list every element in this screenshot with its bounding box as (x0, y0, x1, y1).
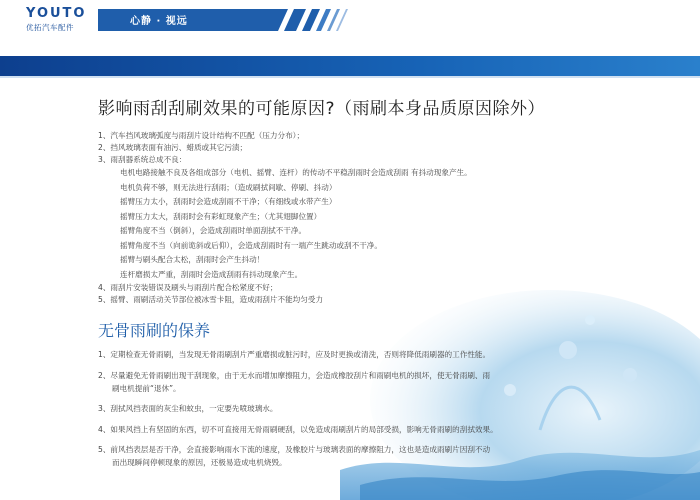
list-item-text: 5、前风挡表层是否干净，会直接影响雨水下流的速度，及橡胶片与玻璃表面的摩擦阻力，这也是造成雨刷片因刮不动 (98, 445, 491, 454)
list-item: 4、雨刮片安装错误及刷头与雨刮片配合松紧度不好； (98, 283, 278, 292)
sub-list-item: 电机电路接触不良及各组成部分（电机、摇臂、连杆）的传动不平稳刮雨时会造成刮雨 有抖动现象产生。 (120, 168, 472, 177)
brand-name: YOUTO (26, 6, 87, 21)
brand-subname: 优拓汽车配件 (26, 23, 74, 32)
list-item: 5、摇臂、雨刷活动关节部位被冰雪卡阻，造成雨刮片不能均匀受力 (98, 295, 324, 304)
list-item-text: 2、尽量避免无骨雨刷出现干刮现象，由于无水而增加摩擦阻力，会造成橡胶刮片和雨刷电机的损坏，使无骨雨刷、雨 (98, 370, 491, 380)
sub-list-item: 摇臂角度不当（倒斜），会造成刮雨时单面刮拭不干净。 (120, 226, 307, 235)
list-item-continuation: 而出现瞬间停顿现象的原因，还极易造成电机烧毁。 (112, 458, 287, 467)
sub-list-item: 电机负荷不够，则无法进行刮雨；（造成刷拭间歇、停刷、抖动） (120, 182, 337, 192)
list-item-text: 4、如果风挡上有坚固的东西，切不可直接用无骨雨刷硬刮，以免造成雨刷刮片的局部受损，影响无骨雨刷的刮拭效果。 (98, 424, 498, 434)
sub-list-item: 摇臂角度不当（向前诡斜或后仰），会造成刮雨时有一端产生跳动或刮不干净。 (120, 240, 382, 250)
list-item (98, 369, 658, 395)
section1-title: 影响雨刮刮刷效果的可能原因?（雨刷本身品质原因除外） (98, 99, 546, 119)
section2-list (98, 348, 658, 477)
blue-band (0, 56, 700, 76)
section1-list (98, 130, 472, 306)
section2-title: 无骨雨刷的保养 (98, 321, 211, 340)
list-item: 3、雨刮器系统总成不良： (98, 155, 187, 164)
header-stripes (248, 9, 700, 31)
band-divider (0, 76, 700, 78)
sub-list-item: 摇臂与刷头配合太松，刮雨时会产生抖动！ (120, 255, 265, 264)
tagline: 心静 · 视远 (130, 16, 188, 27)
list-item: 2、挡风玻璃表面有油污、蜡质或其它污渍； (98, 143, 248, 152)
sub-list-item: 连杆磨损太严重，刮雨时会造成刮雨有抖动现象产生。 (120, 269, 303, 279)
list-item (98, 348, 658, 361)
header (0, 0, 700, 36)
list-item (98, 423, 658, 436)
list-item (98, 443, 658, 469)
list-item-text: 3、刮拭风挡表面的灰尘和蚊虫，一定要先喷玻璃水。 (98, 404, 278, 413)
list-item: 1、汽车挡风玻璃弧度与雨刮片设计结构不匹配（压力分布）； (98, 131, 305, 140)
list-item-text: 1、定期检查无骨雨刷，当发现无骨雨刷刮片严重磨损或脏污时，应及时更换或清洗，否则将降低雨刷器的工作性能。 (98, 350, 491, 359)
list-item (98, 402, 658, 415)
sub-list-item: 摇臂压力太小，刮雨时会造成刮雨不干净；（有细线或水带产生） (120, 197, 337, 206)
sub-list-item: 摇臂压力太大，刮雨时会有彩虹现象产生；（尤其翅脚位置） (120, 211, 322, 221)
list-item-continuation: 刷电机提前“退休”。 (112, 383, 181, 393)
brand-logo (26, 6, 86, 33)
